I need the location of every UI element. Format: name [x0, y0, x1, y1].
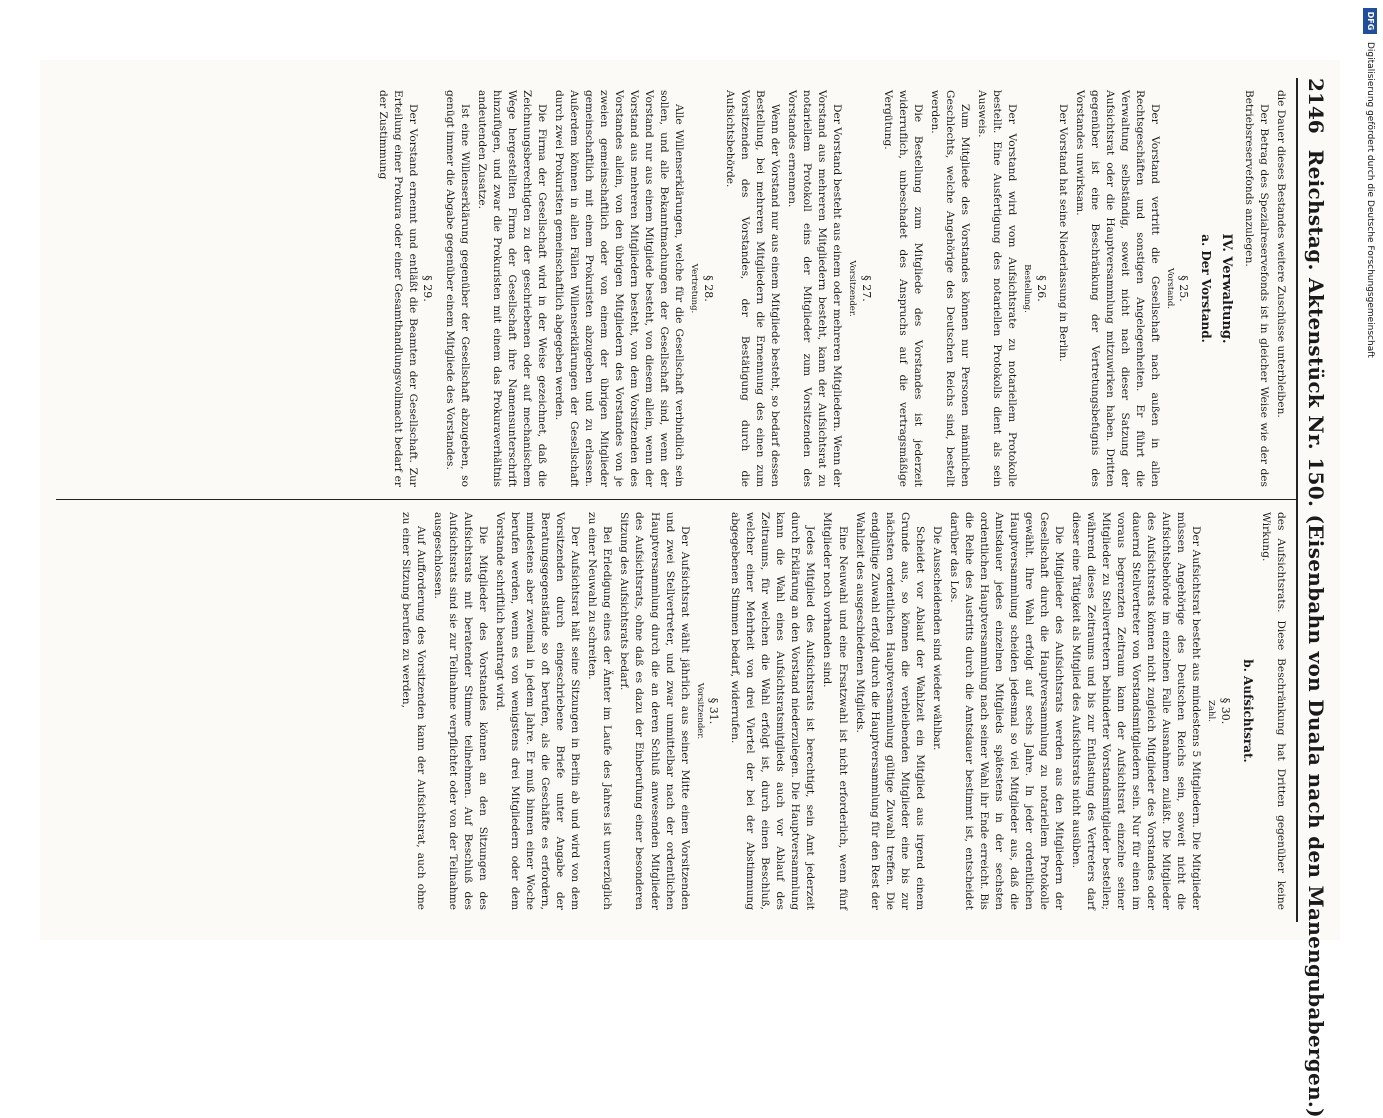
- right-column: [56, 500, 1296, 922]
- section-number: § 30.: [1218, 697, 1232, 725]
- paragraph: Der Vorstand besteht aus einem oder mehreren Mitgliedern. Wenn der Vorstand aus mehreren Mitgliedern besteht, kann der Aufsichtsrat zu notariellem Protokoll eins der Mitglieder zum Vorsitzenden des Vorstandes ernennen.: [785, 90, 843, 487]
- paragraph: Wenn der Vorstand nur aus einem Mitgliede besteht, so bedarf dessen Bestellung, bei mehreren Mitgliedern die Ernennung des einen zum Vorsitzenden des Vorstandes, der Bestätigung durch die Aufsichtsbehörde.: [723, 90, 781, 487]
- paragraph: Zum Mitgliede des Vorstandes können nur Personen männlichen Geschlechts, welche Angehörige des Deutschen Reichs sind, bestellt werden.: [928, 90, 971, 487]
- paragraph: Der Vorstand wird vom Aufsichtsrate zu notariellem Protokolle bestellt. Eine Ausfertigung des notariellen Protokolls dient als sein Ausweis.: [975, 90, 1018, 487]
- chapter-heading: IV. Verwaltung.: [1218, 233, 1234, 344]
- page-header: [1296, 78, 1328, 1118]
- section-heading: Vertretung.: [689, 263, 700, 314]
- document-page: [40, 60, 1340, 1118]
- paragraph: Der Aufsichtsrat besteht aus mindestens 5 Mitgliedern. Die Mitglieder müssen Angehörige des Deutschen Reichs sein, soweit nicht die Aufsichtsbehörde im einzelnen Falle Ausnahmen zuläßt. Die Mitglieder des Aufsichtsrats können nicht zugleich Mitglieder des Vorstandes oder dauernd Stellvertreter von Vorstandsmitgliedern sein. Nur für einen im voraus begrenzten Zeitraum kann der Aufsichtsrat einzelne seiner Mitglieder zu Stellvertretern behinderter Vorstandsmitglieder bestellen; während dieses Zeitraums und bis zur Entlastung des Vertreters darf dieser eine Tätigkeit als Mitglied des Aufsichtsrats nicht ausüben.: [1069, 512, 1203, 910]
- section-heading: Vorstand.: [1164, 267, 1175, 309]
- paragraph: die Dauer dieses Bestandes weitere Zuschüsse unterbleiben.: [1275, 90, 1287, 418]
- section-heading: Bestellung.: [1021, 264, 1032, 313]
- subchapter-heading: b. Aufsichtsrat.: [1240, 659, 1255, 763]
- paragraph: des Aufsichtsrats. Diese Beschränkung hat Dritten gegenüber keine Wirkung.: [1259, 512, 1287, 910]
- page-number: 2146: [1304, 78, 1328, 134]
- credit-text: Digitalisierung gefördert durch die Deutsche Forschungsgemeinschaft: [1365, 42, 1375, 358]
- paragraph: Der Vorstand ernennt und entläßt die Beamten der Gesellschaft. Zur Erteilung einer Prokura oder einer Gesamthandlungsvollmacht bedarf er der Zustimmung: [376, 90, 419, 487]
- subchapter-heading: a. Der Vorstand.: [1199, 234, 1214, 343]
- paragraph: Der Betrag des Spezialreservefonds ist in gleicher Weise wie der des Betriebsreservefonds anzulegen.: [1242, 90, 1270, 487]
- dfg-logo: DFG: [1363, 8, 1377, 34]
- paragraph: Die Bestellung zum Mitgliede des Vorstandes ist jederzeit widerruflich, unbeschadet des Anspruchs auf die vertragsmäßige Vergütung.: [881, 90, 924, 487]
- section-number: § 27.: [859, 275, 873, 302]
- digitization-credit: [1357, 8, 1383, 993]
- section-number: § 29.: [421, 275, 435, 302]
- paragraph: Alle Willenserklärungen, welche für die Gesellschaft verbindlich sein sollen, und alle Bekanntmachungen der Gesellschaft sind, wenn der Vorstand nur aus einem Mitgliede besteht, von diesem allein, wenn der Vorstand aus mehreren Mitgliedern besteht, von dem Vorsitzenden des Vorstandes allein, von den übrigen Mitgliedern des Vorstandes von je zweien gemeinschaftlich oder von einem der übrigen Mitglieder gemeinschaftlich mit einem Prokuristen abzugeben und zu erlassen. Außerdem können in allen Fällen Willenserklärungen der Gesellschaft durch zwei Prokuristen gemeinschaftlich abgegeben werden.: [552, 90, 685, 487]
- section-heading: Vorsitzender.: [694, 682, 705, 740]
- section-number: § 26.: [1034, 275, 1048, 302]
- section-number: § 31.: [707, 697, 721, 725]
- paragraph: Der Vorstand vertritt die Gesellschaft nach außen in allen Rechtsgeschäften und sonstigen Angelegenheiten. Er führt die Verwaltung selbständig, soweit nicht nach dieser Satzung der Aufsichtsrat oder die Hauptversammlung mitzuwirken haben. Dritten gegenüber ist eine Beschränkung der Vertretungsbefugnis des Vorstandes unwirksam.: [1073, 90, 1161, 487]
- paragraph: Die Mitglieder des Vorstandes können an den Sitzungen des Aufsichtsrats mit beratender Stimme teilnehmen. Auf Beschluß des Aufsichtsrats sind sie zur Teilnahme verpflichtet oder von der Teilnahme ausgeschlossen.: [432, 512, 490, 910]
- paragraph: Eine Neuwahl und eine Ersatzwahl ist nicht erforderlich, wenn fünf Mitglieder noch vorhanden sind.: [821, 512, 849, 910]
- section-number: § 28.: [701, 275, 715, 302]
- page-title: Reichstag. Aktenstück Nr. 150. (Eisenbahn von Duala nach den Manengubabergen.): [1304, 149, 1328, 1118]
- text-columns: [56, 78, 1296, 922]
- paragraph: Jedes Mitglied des Aufsichtsrats ist berechtigt, sein Amt jederzeit durch Erklärung an den Vorstand niederzulegen. Die Hauptversammlung kann die Wahl eines Aufsichtsratsmitglieds auch vor Ablauf des Zeitraums, für welchen die Wahl erfolgt ist, durch einen Beschluß, welcher einer Mehrheit von drei Viertel der bei der Abstimmung abgegebenen Stimmen bedarf, widerrufen.: [729, 512, 817, 910]
- paragraph: Scheidet vor Ablauf der Wahlzeit ein Mitglied aus irgend einem Grunde aus, so können die verbleibenden Mitglieder eine bis zur nächsten ordentlichen Hauptversammlung gültige Zuwahl treffen. Die endgültige Zuwahl erfolgt durch die Hauptversammlung für den Rest der Wahlzeit des ausgeschiedenen Mitglieds.: [853, 512, 926, 910]
- paragraph: Die Mitglieder des Aufsichtsrats werden aus den Mitgliedern der Gesellschaft durch die Hauptversammlung zu notariellem Protokolle gewählt. Ihre Wahl erfolgt auf sechs Jahre. In jeder ordentlichen Hauptversammlung scheiden jedesmal so viel Mitglieder aus, daß die Amtsdauer jedes einzelnen Mitglieds spätestens in der sechsten ordentlichen Hauptversammlung nach seiner Wahl ihr Ende erreicht. Bis die Reihe des Austritts durch die Amtsdauer bestimmt ist, entscheidet darüber das Los.: [947, 512, 1065, 910]
- section-heading: Vorsitzender.: [846, 260, 857, 317]
- paragraph: Auf Aufforderung des Vorsitzenden kann der Aufsichtsrat, auch ohne zu einer Sitzung berufen zu werden,: [400, 512, 428, 910]
- paragraph: Der Aufsichtsrat hält seine Sitzungen in Berlin ab und wird von dem Vorsitzenden durch eingeschriebene Briefe unter Angabe der Beratungsgegenstände so oft berufen, als die Geschäfte es erfordern, mindestens aber zweimal in jedem Jahre. Er muß binnen einer Woche berufen werden, wenn es von wenigstens drei Mitgliedern oder dem Vorstande schriftlich beantragt wird.: [494, 512, 582, 910]
- left-column: [56, 78, 1296, 500]
- paragraph: Bei Erledigung eines der Ämter im Laufe des Jahres ist unverzüglich zu einer Neuwahl zu schreiten.: [586, 512, 614, 910]
- paragraph: Der Aufsichtsrat wählt jährlich aus seiner Mitte einen Vorsitzenden und zwei Stellvertreter, und zwar unmittelbar nach der ordentlichen Hauptversammlung durch die an deren Schluß anwesenden Mitglieder des Aufsichtsrats, ohne daß es dazu der Einberufung einer besonderen Sitzung des Aufsichtsrats bedarf.: [618, 512, 691, 910]
- paragraph: Ist eine Willenserklärung gegenüber der Gesellschaft abzugeben, so genügt immer die Abgabe gegenüber einem Mitgliede des Vorstandes.: [443, 90, 471, 487]
- section-heading: Zahl.: [1206, 700, 1217, 722]
- paragraph: Die Firma der Gesellschaft wird in der Weise gezeichnet, daß die Zeichnungsberechtigten zu der geschriebenen oder auf mechanischem Wege hergestellten Firma der Gesellschaft ihre Namensunterschrift hinzufügen, und zwar die Prokuristen mit einem das Prokuraverhältnis andeutenden Zusatze.: [475, 90, 548, 487]
- section-number: § 25.: [1177, 275, 1191, 302]
- paragraph: Die Ausscheidenden sind wieder wählbar.: [930, 526, 943, 751]
- paragraph: Der Vorstand hat seine Niederlassung in Berlin.: [1056, 104, 1069, 362]
